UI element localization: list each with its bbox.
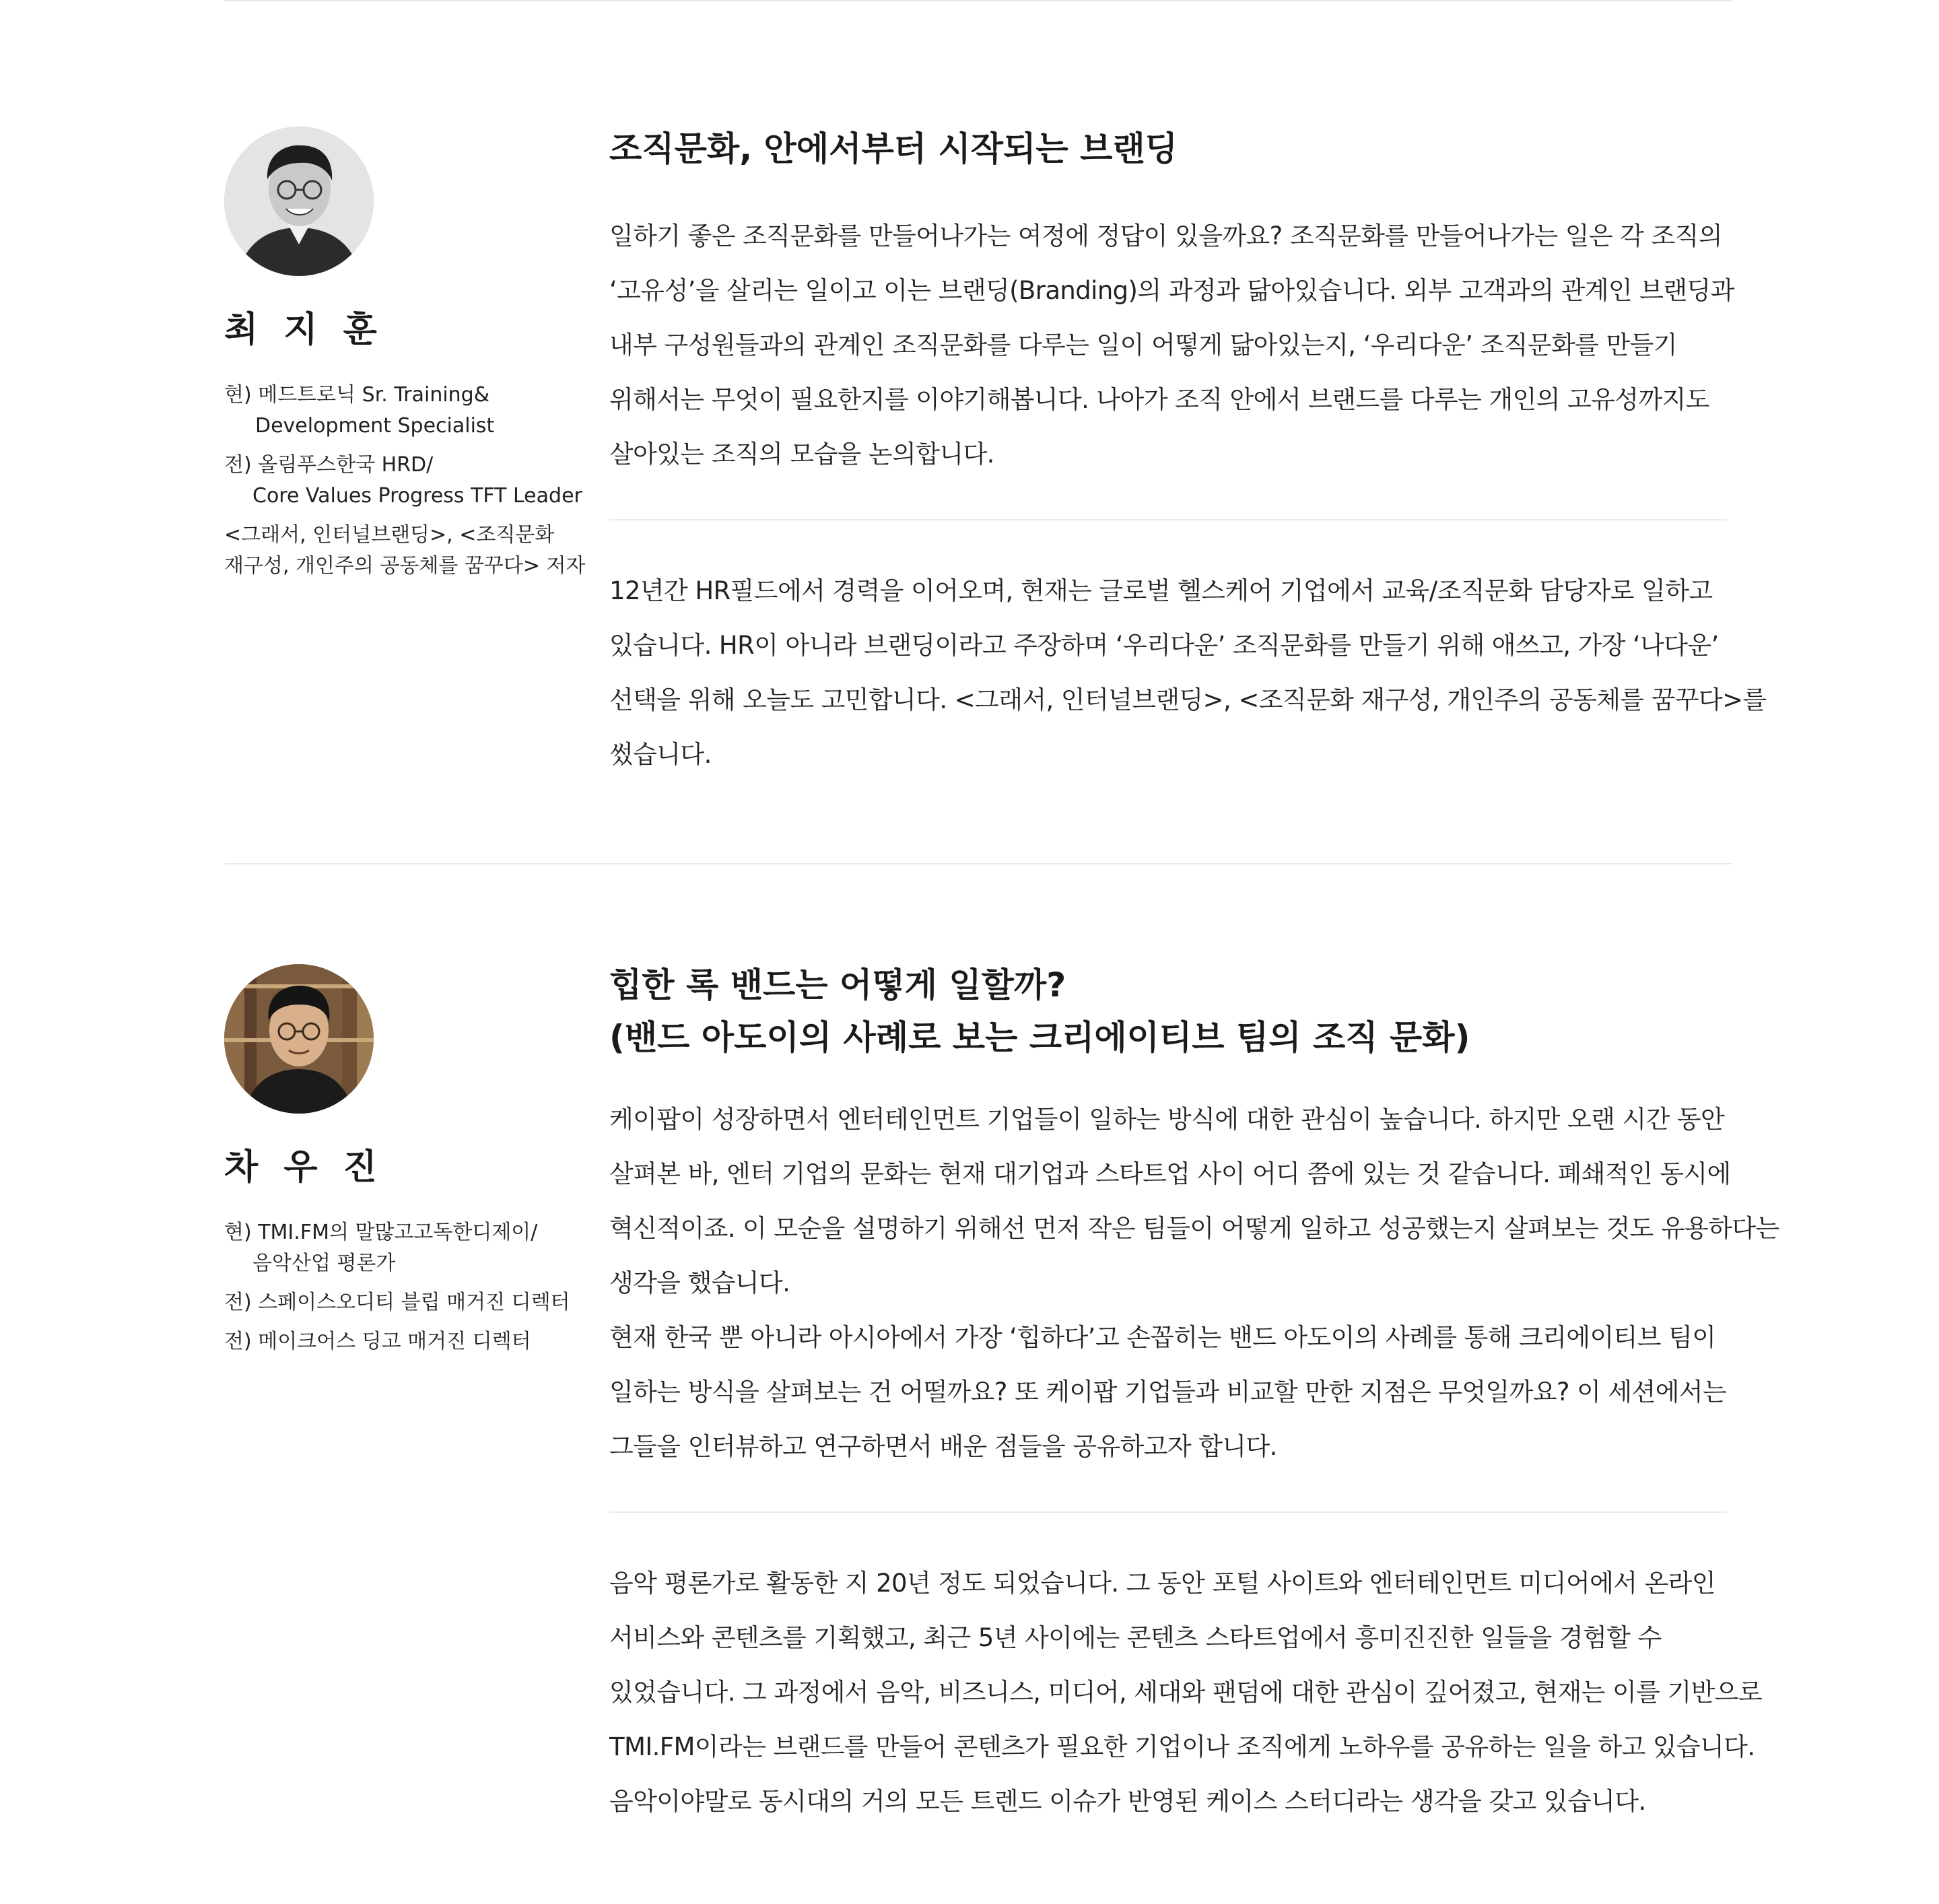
description-line: 현재 한국 뿐 아니라 아시아에서 가장 ‘힙하다’고 손꼽히는 밴드 아도이의 사례를 통해 크리에이티브 팀이 <box>609 1323 1716 1352</box>
career-item <box>224 520 588 582</box>
bio-line: 서비스와 콘텐츠를 기획했고, 최근 5년 사이에는 콘텐츠 스타트업에서 흥미진진한 일들을 경험할 수 <box>609 1623 1662 1652</box>
session-content <box>609 959 1779 1829</box>
description-line: 혁신적이죠. 이 모순을 설명하기 위해선 먼저 작은 팀들이 어떻게 일하고 성공했는지 살펴보는 것도 유용하다는 <box>609 1214 1779 1243</box>
speaker-bio <box>609 1556 1763 1829</box>
career-line: 전) 올림푸스한국 HRD/ <box>224 453 434 477</box>
speaker-profile <box>224 127 588 590</box>
bio-line: 12년간 HR필드에서 경력을 이어오며, 현재는 글로벌 헬스케어 기업에서 교육/조직문화 담당자로 일하고 <box>609 576 1713 605</box>
career-list <box>224 380 588 582</box>
career-item <box>224 1326 588 1357</box>
session-title <box>609 123 1754 175</box>
description-line: 살아있는 조직의 모습을 논의합니다. <box>609 440 994 469</box>
session-title-line: (밴드 아도이의 사례로 보는 크리에이티브 팀의 조직 문화) <box>609 1018 1470 1057</box>
bio-line: 있었습니다. 그 과정에서 음악, 비즈니스, 미디어, 세대와 팬덤에 대한 관심이 깊어졌고, 현재는 이를 기반으로 <box>609 1678 1763 1707</box>
speaker-portrait-image <box>224 964 374 1114</box>
career-item <box>224 1217 588 1279</box>
career-line-continued: 음악산업 평론가 <box>252 1252 396 1275</box>
bio-line: TMI.FM이라는 브랜드를 만들어 콘텐츠가 필요한 기업이나 조직에게 노하우를 공유하는 일을 하고 있습니다. <box>609 1732 1755 1761</box>
career-line-continued: Development Specialist <box>255 414 495 438</box>
content-divider <box>609 519 1727 520</box>
speaker-photo <box>224 964 374 1114</box>
session-title-line: 조직문화, 안에서부터 시작되는 브랜딩 <box>609 129 1178 168</box>
description-line: 생각을 했습니다. <box>609 1268 790 1297</box>
speaker-name: 최 지 훈 <box>224 310 384 350</box>
career-line: 전) 스페이스오디티 블립 매거진 디렉터 <box>224 1291 570 1314</box>
career-line: 전) 메이크어스 딩고 매거진 디렉터 <box>224 1330 531 1353</box>
description-line: 위해서는 무엇이 필요한지를 이야기해봅니다. 나아가 조직 안에서 브랜드를 다루는 개인의 고유성까지도 <box>609 385 1709 414</box>
session-title-line: 힙한 록 밴드는 어떻게 일할까? <box>609 965 1066 1005</box>
career-item <box>224 450 588 512</box>
description-line: 케이팝이 성장하면서 엔터테인먼트 기업들이 일하는 방식에 대한 관심이 높습니다. 하지만 오랜 시간 동안 <box>609 1105 1725 1134</box>
bio-line: 있습니다. HR이 아니라 브랜딩이라고 주장하며 ‘우리다운’ 조직문화를 만들기 위해 애쓰고, 가장 ‘나다운’ <box>609 631 1719 660</box>
description-line: 내부 구성원들과의 관계인 조직문화를 다루는 일이 어떻게 닮아있는지, ‘우리다운’ 조직문화를 만들기 <box>609 331 1677 360</box>
session-description <box>609 1092 1779 1474</box>
bio-line: 음악 평론가로 활동한 지 20년 정도 되었습니다. 그 동안 포털 사이트와 엔터테인먼트 미디어에서 온라인 <box>609 1569 1715 1598</box>
speaker-name: 차 우 진 <box>224 1147 384 1188</box>
speaker-bio <box>609 564 1767 782</box>
bio-line: 썼습니다. <box>609 740 712 769</box>
top-divider <box>224 0 1732 1</box>
career-line: 현) TMI.FM의 말많고고독한디제이/ <box>224 1221 538 1244</box>
career-item <box>224 1287 588 1318</box>
speaker-photo <box>224 127 374 276</box>
description-line: 일하기 좋은 조직문화를 만들어나가는 여정에 정답이 있을까요? 조직문화를 만들어나가는 일은 각 조직의 <box>609 222 1722 250</box>
description-line: 그들을 인터뷰하고 연구하면서 배운 점들을 공유하고자 합니다. <box>609 1432 1277 1461</box>
content-divider <box>609 1511 1727 1513</box>
bio-line: 음악이야말로 동시대의 거의 모든 트렌드 이슈가 반영된 케이스 스터디라는 생각을 갖고 있습니다. <box>609 1787 1646 1816</box>
section-divider <box>224 863 1732 864</box>
career-item <box>224 380 588 442</box>
description-line: 일하는 방식을 살펴보는 건 어떨까요? 또 케이팝 기업들과 비교할 만한 지점은 무엇일까요? 이 세션에서는 <box>609 1378 1727 1406</box>
career-list <box>224 1217 588 1357</box>
bio-line: 선택을 위해 오늘도 고민합니다. <그래서, 인터널브랜딩>, <조직문화 재구성, 개인주의 공동체를 꿈꾸다>를 <box>609 685 1767 714</box>
career-line: 현) 메드트로닉 Sr. Training& <box>224 383 490 407</box>
career-line-continued: 재구성, 개인주의 공동체를 꿈꾸다> 저자 <box>224 554 586 578</box>
session-description <box>609 209 1754 481</box>
career-line: <그래서, 인터널브랜딩>, <조직문화 <box>224 523 555 547</box>
description-line: 살펴본 바, 엔터 기업의 문화는 현재 대기업과 스타트업 사이 어디 쯤에 있는 것 같습니다. 폐쇄적인 동시에 <box>609 1159 1731 1188</box>
career-line-continued: Core Values Progress TFT Leader <box>252 484 582 508</box>
session-title <box>609 959 1754 1064</box>
speaker-profile <box>224 964 588 1365</box>
speaker-portrait-image <box>224 127 374 276</box>
description-line: ‘고유성’을 살리는 일이고 이는 브랜딩(Branding)의 과정과 닮아있습니다. 외부 고객과의 관계인 브랜딩과 <box>609 276 1734 305</box>
session-content <box>609 123 1767 782</box>
